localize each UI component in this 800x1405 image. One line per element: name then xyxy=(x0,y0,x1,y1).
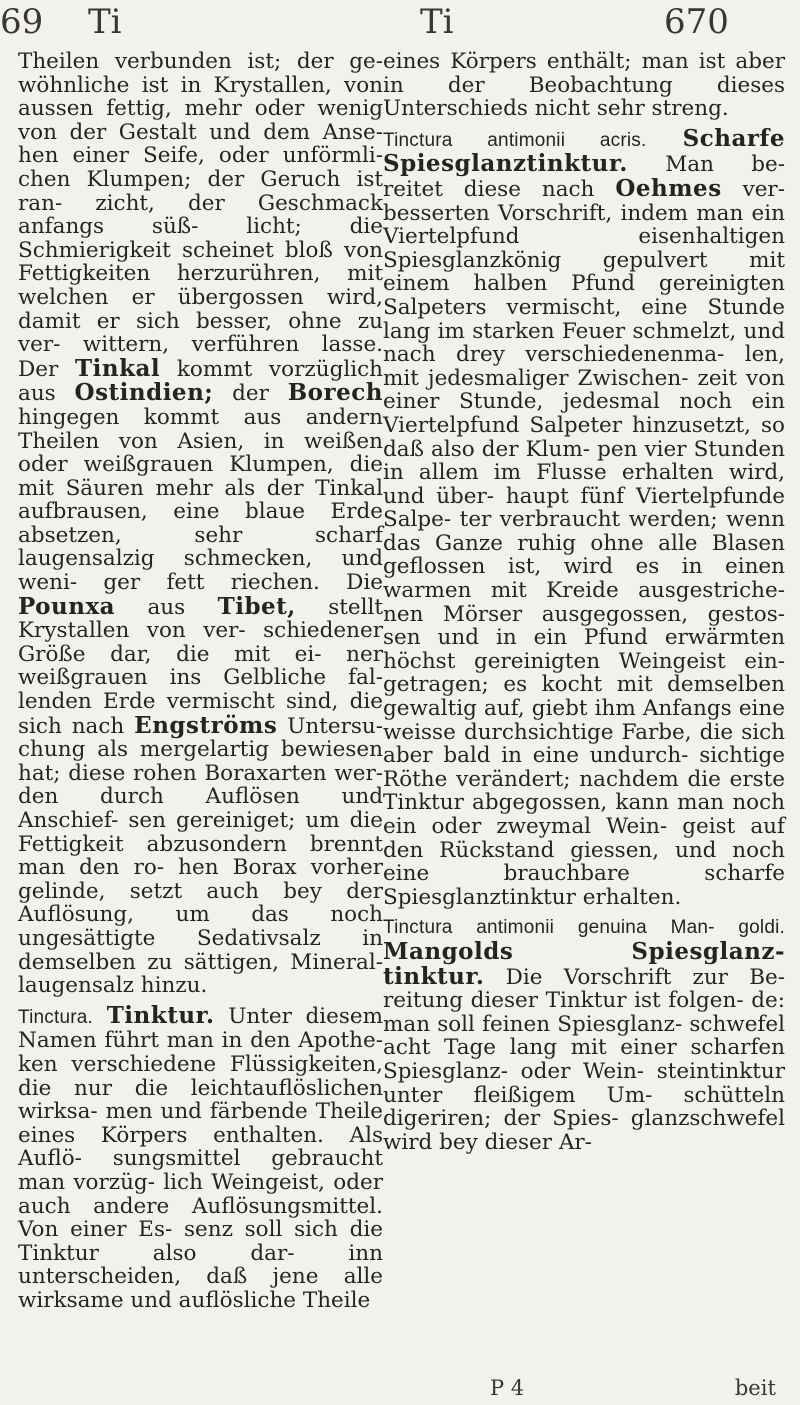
entry-german-title: Scharfe Spiesglanztinktur. xyxy=(383,124,785,178)
entry-text: Die Vorschrift zur Be- reitung dieser Tinktur ist folgen- de: man soll feinen Spiesglanz- schwefel acht Tage lang mit einer scharfen Spiesglanz- oder Wein- steintinktur unter fleißigem Um- schütteln digeriren; der Spies- glanzschwefel wird bey dieser Ar- xyxy=(383,964,786,1155)
header-keyword-right: Ti xyxy=(420,2,454,42)
text-run: Theilen verbunden ist; der ge- wöhnliche ist in Krystallen, von aussen fettig, mehr oder wenig von der Gestalt und dem Anse- hen einer Seife, oder unförmli- chen Klumpen; der Geruch ist ran- zicht, der Geschmack anfangs süß- licht; die Schmierigkeit scheinet bloß von Fettigkeiten herzurühren, mit welchen er übergossen wird, damit er sich besser, ohne zu ver- wittern, verführen lasse. Der xyxy=(18,49,383,382)
page-footer xyxy=(490,1376,776,1400)
text-run: stellt Krystallen von ver- schiedener Größe dar, die mit ei- ner weißgrauen ins Gelbliche fal- lenden Erde vermischt sind, die sich nach xyxy=(18,594,383,739)
term-pounxa: Pounxa xyxy=(18,592,116,620)
term-tinkal: Tinkal xyxy=(75,354,161,382)
text-run: Untersu- chung als mergelartig bewiesen hat; diese rohen Boraxarten wer- den durch Auflösen und Anschief- sen gereiniget; um die Fettigkeit abzusondern brennt man den ro- hen Borax vorher gelinde, setzt auch bey der Auflösung, um das noch ungesättigte Sedativsalz in demselben zu sättigen, Mineral- laugensalz hinzu. xyxy=(18,713,383,999)
text-run: Man be- reitet diese nach xyxy=(383,152,785,202)
entry-latin-label: Tinctura antimonii genuina Man- goldi. xyxy=(383,917,785,939)
signature-mark: P 4 xyxy=(490,1376,525,1400)
right-column xyxy=(383,50,785,1160)
header-keyword-left: Ti xyxy=(88,2,122,42)
term-borech: Borech xyxy=(287,379,383,407)
term-oehmes: Oehmes xyxy=(615,174,722,202)
tinctura-antimonii-acris-entry xyxy=(383,124,785,910)
catchword: beit xyxy=(734,1376,776,1400)
term-engstroms: Engströms xyxy=(134,711,278,739)
text-run: der xyxy=(232,381,269,407)
borax-paragraph xyxy=(18,50,383,998)
page-number-right: 670 xyxy=(664,2,729,42)
entry-latin-label: Tinctura. xyxy=(18,1006,94,1028)
entry-latin-label: Tinctura antimonii acris. xyxy=(383,129,647,151)
text-run: aus xyxy=(147,594,186,620)
text-run: hingegen kommt aus andern Theilen von Asien, in weißen oder weißgrauen Klumpen, die mit Säuren mehr als der Tinkal aufbrausen, eine blaue Erde absetzen, sehr scharf laugensalzig schmecken, und weni- ger fett riechen. Die xyxy=(18,404,383,596)
text-run: kommt vorzüglich aus xyxy=(18,356,383,407)
entry-german-title: Tinktur. xyxy=(106,1001,215,1029)
term-ostindien: Ostindien; xyxy=(74,379,214,407)
continuation-paragraph: eines Körpers enthält; man ist aber in der Beobachtung dieses Unterschieds nicht sehr streng. xyxy=(383,49,785,122)
text-run: ver- besserten Vorschrift, indem man ein Viertelpfund eisenhaltigen Spiesglanzkönig gepulvert mit einem halben Pfund gereinigten Salpeters vermischt, eine Stunde lang im starken Feuer schmelzt, und nach drey verschiedenenma- len, mit jedesmaliger Zwischen- zeit von einer Stunde, jedesmal noch ein Viertelpfund Salpeter hinzusetzt, so daß also der Klum- pen vier Stunden in allem im Flusse erhalten wird, und über- haupt fünf Viertelpfunde Salpe- ter verbraucht werden; wenn das Ganze ruhig ohne alle Blasen geflossen ist, wird es in einen warmen mit Kreide ausgestriche- nen Mörser ausgegossen, gestos- sen und in ein Pfund erwärmten höchst gereinigten Weingeist ein- getragen; es kocht mit demselben gewaltig auf, giebt ihm Anfangs eine weisse durchsichtige Farbe, die sich aber bald in eine undurch- sichtige Röthe verändert; nachdem die erste Tinktur abgegossen, kann man noch ein oder zweymal Wein- geist auf den Rückstand giessen, und noch eine brauchbare scharfe Spiesglanztinktur erhalten. xyxy=(383,176,785,910)
left-column xyxy=(18,50,383,1318)
page-header xyxy=(0,0,800,44)
page-number-left: 69 xyxy=(0,2,44,42)
term-tibet: Tibet, xyxy=(217,592,296,620)
entry-german-title: Mangolds Spiesglanz- tinktur. xyxy=(383,937,785,990)
tinctura-entry xyxy=(18,1001,384,1313)
entry-text: Unter diesem Namen führt man in den Apothe- ken verschiedene Flüssigkeiten, die nur die leichtauflöslichen wirksa- men und färbende Theile eines Körpers enthalten. Als Auflö- sungsmittel gebraucht man vorzüg- lich Weingeist, oder auch andere Auflösungsmittel. Von einer Es- senz soll sich die Tinktur also dar- inn unterscheiden, daß jene alle wirksame und auflösliche Theile xyxy=(18,1003,384,1313)
tinctura-antimonii-genuina-entry xyxy=(383,915,785,1154)
